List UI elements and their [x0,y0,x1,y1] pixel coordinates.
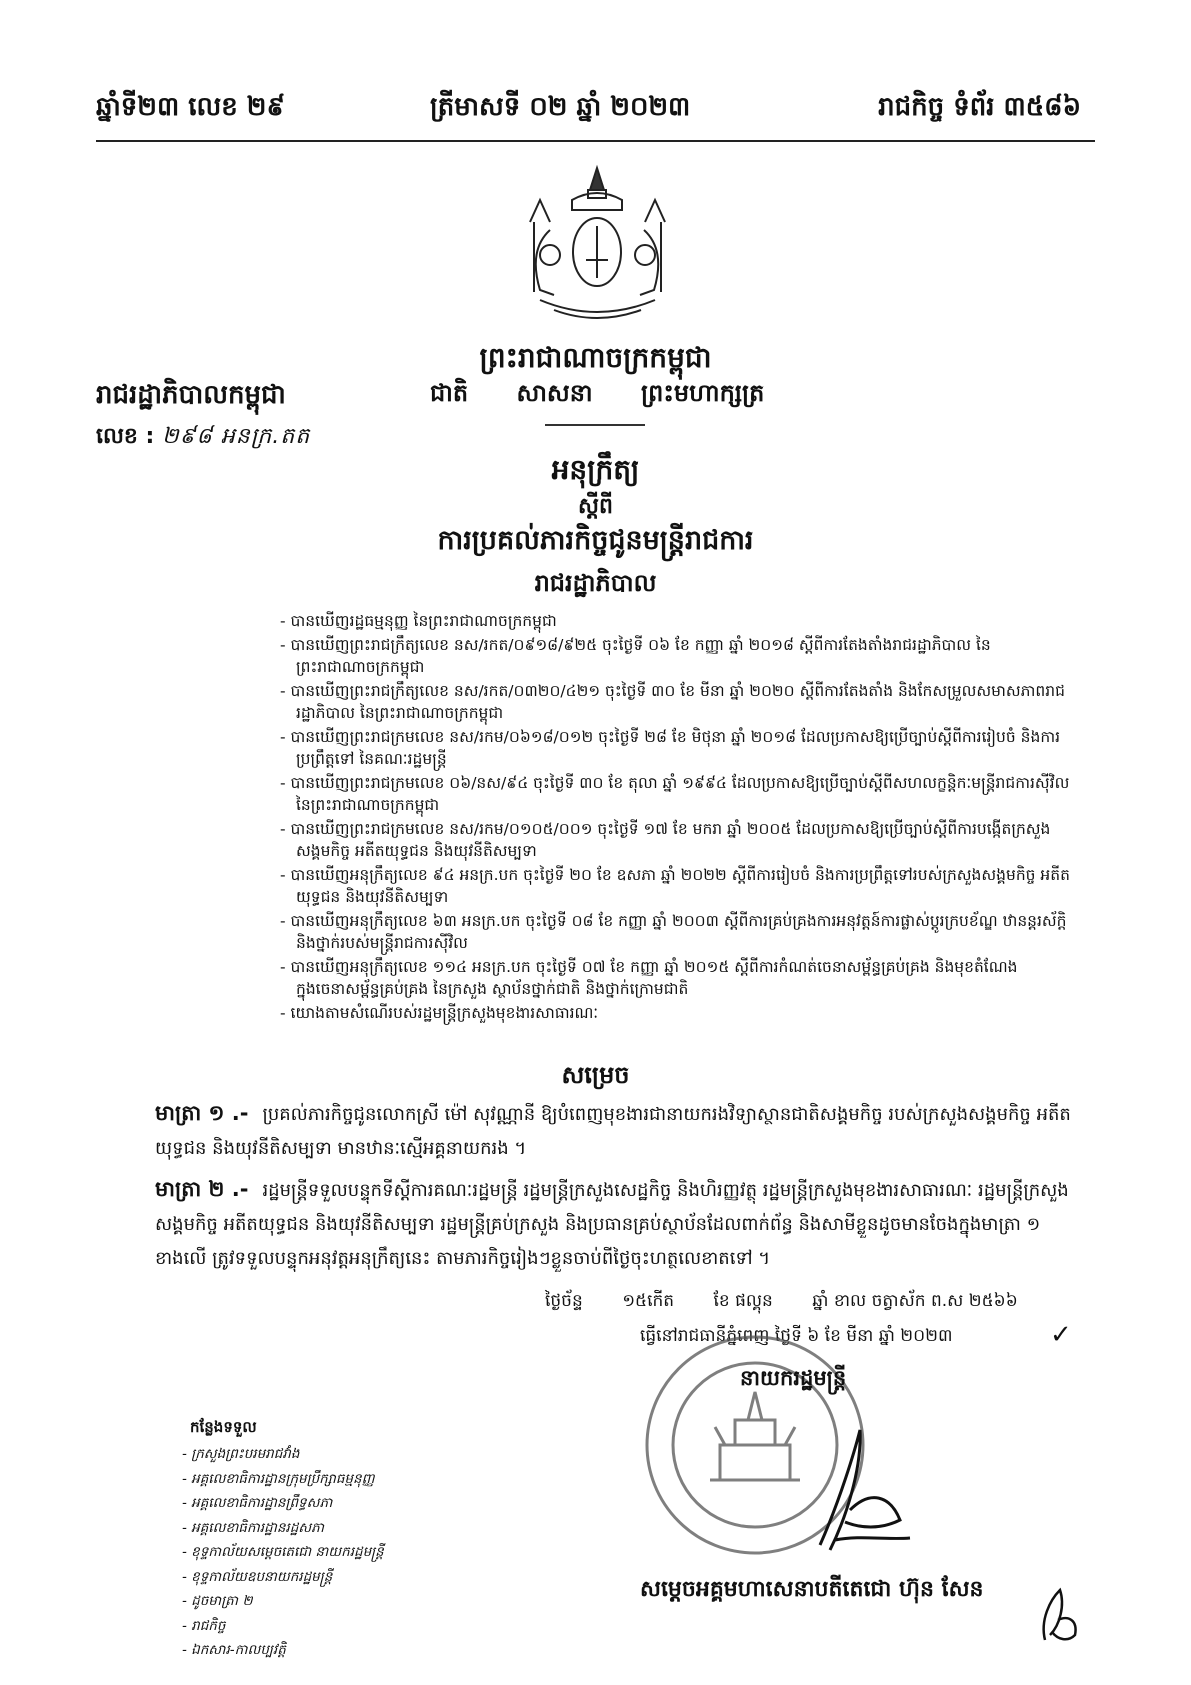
article-1-text: ប្រគល់ភារកិច្ចជូនលោកស្រី ម៉ៅ សុវណ្ណានី ឱ្យបំពេញមុខងារជានាយករងវិទ្យាស្ថានជាតិសង្គមកិច្ច របស់ក្រសួងសង្គមកិច្ច អតីតយុទ្ធជន និងយុវនីតិសម្បទា មានឋានៈស្មើអគ្គនាយករង ។ [155,1104,1071,1159]
signature-icon [800,1410,920,1560]
recipient-item: - ឯកសារ-កាលប្បវត្តិ [182,1638,384,1663]
document-subject: ការប្រគល់ភារកិច្ចជូនមន្ត្រីរាជការ [437,525,754,556]
header-page: រាជកិច្ច ទំព័រ ៣៥៨៦ [878,92,1081,122]
recipient-item: - អគ្គលេខាធិការដ្ឋានក្រុមប្រឹក្សាធម្មនុញ្ញ [182,1467,384,1492]
preamble-item: - បានឃើញព្រះរាជក្រឹត្យលេខ នស/រកត/០៩១៨/៩២៥ ចុះថ្ងៃទី ០៦ ខែ កញ្ញា ឆ្នាំ ២០១៨ ស្តីពីការតែងតាំងរាជរដ្ឋាភិបាល នៃព្រះរាជាណាចក្រកម្ពុជា [280,634,1080,678]
article-1-label: មាត្រា ១ .- [155,1101,249,1125]
article-1 [155,1096,1085,1166]
lunar-date [545,1290,1018,1315]
preamble-item: - យោងតាមសំណើរបស់រដ្ឋមន្ត្រីក្រសួងមុខងារសាធារណៈ [280,1002,1080,1024]
recipient-item: - ដូចមាត្រា ២ [182,1589,384,1614]
recipients-title: កន្លែងទទួល [190,1418,257,1436]
document-about: ស្តីពី [578,494,613,519]
lunar-month: ខែ ផល្គុន [713,1291,773,1311]
lunar-weekday: ថ្ងៃច័ន្ទ [545,1291,583,1311]
number-value: ២៩៨ អនក្រ.តត [162,424,311,449]
government-name: រាជរដ្ឋាភិបាលកម្ពុជា [96,380,286,410]
recipient-item: - ក្រសួងព្រះបរមរាជវាំង [182,1442,384,1467]
header-quarter: ត្រីមាសទី ០២ ឆ្នាំ ២០២៣ [430,92,691,122]
lunar-day: ១៥កើត [622,1291,675,1311]
preamble-item: - បានឃើញអនុក្រឹត្យលេខ ១១៤ អនក្រ.បក ចុះថ្ងៃទី ០៧ ខែ កញ្ញា ឆ្នាំ ២០១៥ ស្តីពីការកំណត់ចេនាសម្ព័ន្ធគ្រប់គ្រង និងមុខតំណែងក្នុងចេនាសម្ព័ន្ធគ្រប់គ្រង នៃក្រសួង ស្ថាប័នថ្នាក់ជាតិ និងថ្នាក់ក្រោមជាតិ [280,956,1080,1000]
article-2 [155,1172,1085,1276]
header-divider [96,140,1095,142]
royal-coat-of-arms-icon [510,160,685,335]
preamble-item: - បានឃើញអនុក្រឹត្យលេខ ៩៤ អនក្រ.បក ចុះថ្ងៃទី ២០ ខែ ឧសភា ឆ្នាំ ២០២២ ស្តីពីការរៀបចំ និងការប្រព្រឹត្តទៅរបស់ក្រសួងសង្គមកិច្ច អតីតយុទ្ធជន និងយុវនីតិសម្បទា [280,864,1080,908]
document-type: អនុក្រឹត្យ [551,453,640,486]
preamble-item: - បានឃើញព្រះរាជក្រមលេខ នស/រកម/០១០៥/០០១ ចុះថ្ងៃទី ១៧ ខែ មករា ឆ្នាំ ២០០៥ ដែលប្រកាសឱ្យប្រើច្បាប់ស្តីពីការបង្កើតក្រសួងសង្គមកិច្ច អតីតយុទ្ធជន និងយុវនីតិសម្បទា [280,818,1080,862]
motto-nation: ជាតិ [430,379,469,407]
preamble-item: - បានឃើញអនុក្រឹត្យលេខ ៦៣ អនក្រ.បក ចុះថ្ងៃទី ០៨ ខែ កញ្ញា ឆ្នាំ ២០០៣ ស្តីពីការគ្រប់គ្រងការអនុវត្តន៍ការផ្លាស់ប្តូរក្របខ័ណ្ឌ ឋានន្តរស័ក្តិ និងថ្នាក់របស់មន្ត្រីរាជការស៊ីវិល [280,910,1080,954]
recipient-item: - រាជកិច្ច [182,1614,384,1639]
article-2-label: មាត្រា ២ .- [155,1177,249,1201]
article-2-text: រដ្ឋមន្ត្រីទទួលបន្ទុកទីស្តីការគណៈរដ្ឋមន្ត្រី រដ្ឋមន្ត្រីក្រសួងសេដ្ឋកិច្ច និងហិរញ្ញវត្ថុ រដ្ឋមន្ត្រីក្រសួងមុខងារសាធារណៈ រដ្ឋមន្ត្រីក្រសួងសង្គមកិច្ច អតីតយុទ្ធជន និងយុវនីតិសម្បទា រដ្ឋមន្ត្រីគ្រប់ក្រសួង និងប្រធានគ្រប់ស្ថាប័នដែលពាក់ព័ន្ធ និងសាមីខ្លួនដូចមានចែងក្នុងមាត្រា ១ ខាងលើ ត្រូវទទួលបន្ទុកអនុវត្តអនុក្រឹត្យនេះ តាមភារកិច្ចរៀងៗខ្លួនចាប់ពីថ្ងៃចុះហត្ថលេខាតទៅ ។ [155,1180,1069,1269]
number-label: លេខ : [96,424,155,449]
recipient-item: - អគ្គលេខាធិការដ្ឋានរដ្ឋសភា [182,1516,384,1541]
place-date: ធ្វើនៅរាជធានីភ្នំពេញ ថ្ងៃទី ៦ ខែ មីនា ឆ្នាំ ២០២៣ [640,1326,953,1346]
motto-divider [545,424,645,426]
recipients-list [182,1442,384,1663]
preamble-list [280,610,1080,1026]
initial-mark-icon [1030,1580,1090,1650]
kingdom-name: ព្រះរាជាណាចក្រកម្ពុជា [479,341,712,374]
issuing-body: រាជរដ្ឋាភិបាល [534,569,657,597]
recipient-item: - ខុទ្ទកាល័យឧបនាយករដ្ឋមន្ត្រី [182,1565,384,1590]
preamble-item: - បានឃើញព្រះរាជក្រមលេខ នស/រកម/០៦១៨/០១២ ចុះថ្ងៃទី ២៨ ខែ មិថុនា ឆ្នាំ ២០១៨ ដែលប្រកាសឱ្យប្រើច្បាប់ស្តីពីការរៀបចំ និងការប្រព្រឹត្តទៅ នៃគណៈរដ្ឋមន្ត្រី [280,726,1080,770]
kingdom-motto [430,378,804,413]
preamble-item: - បានឃើញរដ្ឋធម្មនុញ្ញ នៃព្រះរាជាណាចក្រកម្ពុជា [280,610,1080,632]
preamble-item: - បានឃើញព្រះរាជក្រមលេខ ០៦/នស/៩៤ ចុះថ្ងៃទី ៣០ ខែ តុលា ឆ្នាំ ១៩៩៤ ដែលប្រកាសឱ្យប្រើច្បាប់ស្តីពីសហលក្ខន្តិកៈមន្ត្រីរាជការស៊ីវិល នៃព្រះរាជាណាចក្រកម្ពុជា [280,772,1080,816]
check-mark-icon: ✓ [1050,1320,1072,1350]
prime-minister-title: នាយករដ្ឋមន្ត្រី [740,1366,847,1390]
recipient-item: - អគ្គលេខាធិការដ្ឋានព្រឹទ្ធសភា [182,1491,384,1516]
motto-religion: សាសនា [516,379,593,407]
header-issue: ឆ្នាំទី២៣ លេខ ២៩ [96,92,285,122]
signer-name: សម្តេចអគ្គមហាសេនាបតីតេជោ ហ៊ុន សែន [640,1577,984,1602]
document-number [96,422,310,454]
decision-heading: សម្រេច [561,1061,630,1089]
lunar-year: ឆ្នាំ ខាល ចត្វាស័ក ព.ស ២៥៦៦ [812,1291,1018,1311]
motto-king: ព្រះមហាក្សត្រ [640,379,765,407]
preamble-item: - បានឃើញព្រះរាជក្រឹត្យលេខ នស/រកត/០៣២០/៤២១ ចុះថ្ងៃទី ៣០ ខែ មីនា ឆ្នាំ ២០២០ ស្តីពីការតែងតាំង និងកែសម្រួលសមាសភាពរាជរដ្ឋាភិបាល នៃព្រះរាជាណាចក្រកម្ពុជា [280,680,1080,724]
recipient-item: - ខុទ្ទកាល័យសម្តេចតេជោ នាយករដ្ឋមន្ត្រី [182,1540,384,1565]
